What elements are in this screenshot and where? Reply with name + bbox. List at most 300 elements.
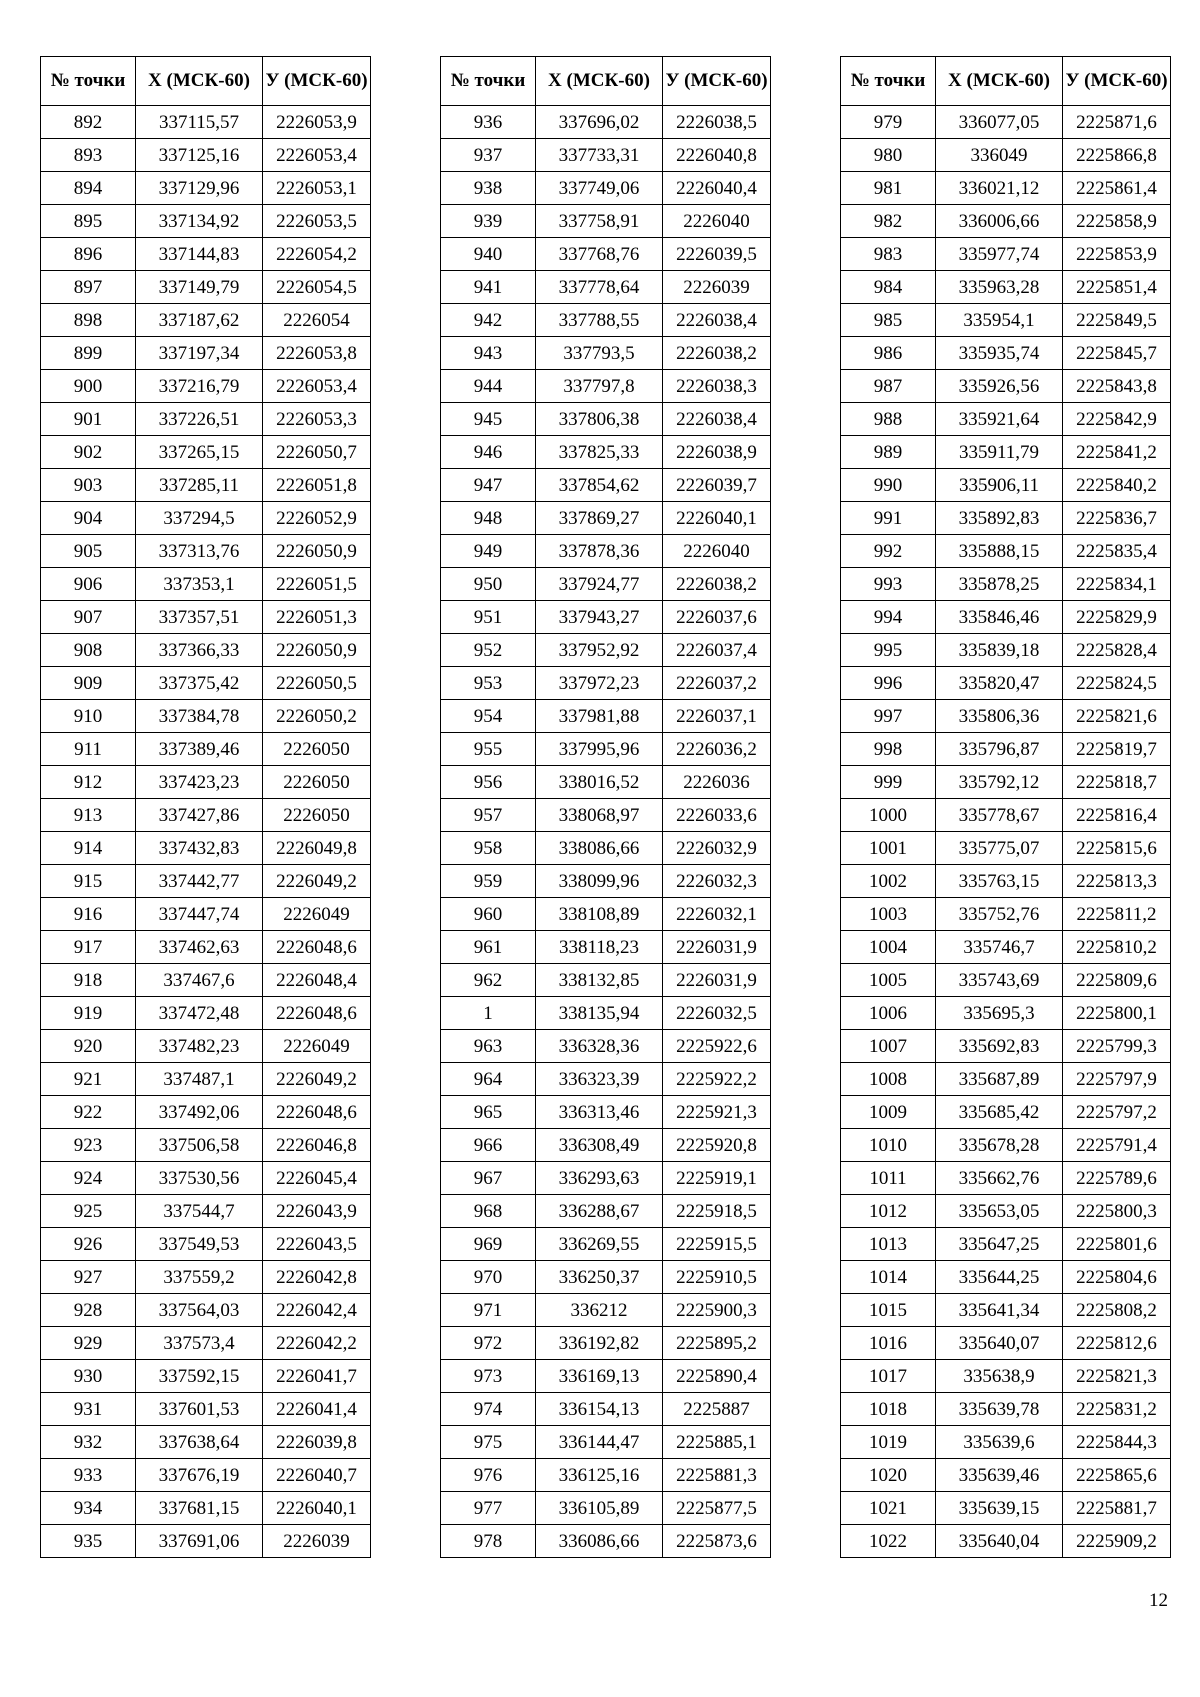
cell-x-coordinate: 337878,36: [536, 535, 663, 568]
table-row: [441, 1426, 771, 1459]
table-row: [41, 502, 371, 535]
cell-y-coordinate: 2225811,2: [1063, 898, 1171, 931]
cell-x-coordinate: 335639,15: [936, 1492, 1063, 1525]
table-row: [441, 865, 771, 898]
cell-y-coordinate: 2225900,3: [663, 1294, 771, 1327]
cell-x-coordinate: 337924,77: [536, 568, 663, 601]
cell-point-number: 992: [841, 535, 936, 568]
cell-point-number: 892: [41, 106, 136, 139]
cell-point-number: 972: [441, 1327, 536, 1360]
cell-y-coordinate: 2226039: [263, 1525, 371, 1558]
header-point-number: № точки: [41, 57, 136, 106]
cell-y-coordinate: 2225871,6: [1063, 106, 1171, 139]
cell-x-coordinate: 337995,96: [536, 733, 663, 766]
cell-point-number: 897: [41, 271, 136, 304]
cell-x-coordinate: 335746,7: [936, 931, 1063, 964]
cell-y-coordinate: 2226054,2: [263, 238, 371, 271]
table-row: [441, 205, 771, 238]
table-row: [41, 1063, 371, 1096]
cell-x-coordinate: 336293,63: [536, 1162, 663, 1195]
table-row: [841, 139, 1171, 172]
cell-x-coordinate: 337758,91: [536, 205, 663, 238]
cell-x-coordinate: 335906,11: [936, 469, 1063, 502]
cell-point-number: 905: [41, 535, 136, 568]
cell-x-coordinate: 336212: [536, 1294, 663, 1327]
cell-x-coordinate: 337696,02: [536, 106, 663, 139]
cell-x-coordinate: 337869,27: [536, 502, 663, 535]
cell-point-number: 964: [441, 1063, 536, 1096]
cell-point-number: 933: [41, 1459, 136, 1492]
cell-y-coordinate: 2226053,5: [263, 205, 371, 238]
cell-y-coordinate: 2226032,5: [663, 997, 771, 1030]
cell-point-number: 947: [441, 469, 536, 502]
cell-y-coordinate: 2225804,6: [1063, 1261, 1171, 1294]
table-row: [41, 1459, 371, 1492]
table-row: [441, 172, 771, 205]
cell-x-coordinate: 337733,31: [536, 139, 663, 172]
cell-y-coordinate: 2226050: [263, 799, 371, 832]
cell-y-coordinate: 2226040,7: [263, 1459, 371, 1492]
table-row: [441, 601, 771, 634]
table-row: [841, 1063, 1171, 1096]
table-row: [441, 535, 771, 568]
cell-point-number: 990: [841, 469, 936, 502]
cell-x-coordinate: 336313,46: [536, 1096, 663, 1129]
cell-y-coordinate: 2225797,9: [1063, 1063, 1171, 1096]
cell-point-number: 914: [41, 832, 136, 865]
table-row: [41, 1327, 371, 1360]
cell-x-coordinate: 337423,23: [136, 766, 263, 799]
table-row: [41, 1129, 371, 1162]
cell-point-number: 899: [41, 337, 136, 370]
cell-point-number: 984: [841, 271, 936, 304]
cell-point-number: 903: [41, 469, 136, 502]
table-row: [841, 1228, 1171, 1261]
table-row: [441, 1294, 771, 1327]
cell-point-number: 1022: [841, 1525, 936, 1558]
cell-x-coordinate: 336021,12: [936, 172, 1063, 205]
cell-y-coordinate: 2226039: [663, 271, 771, 304]
cell-point-number: 997: [841, 700, 936, 733]
header-y-coordinate: У (МСК-60): [1063, 57, 1171, 106]
cell-y-coordinate: 2226048,6: [263, 1096, 371, 1129]
cell-x-coordinate: 337592,15: [136, 1360, 263, 1393]
table-row: [841, 832, 1171, 865]
cell-y-coordinate: 2226032,9: [663, 832, 771, 865]
table-row: [841, 1129, 1171, 1162]
cell-point-number: 1008: [841, 1063, 936, 1096]
cell-x-coordinate: 337313,76: [136, 535, 263, 568]
cell-y-coordinate: 2225881,3: [663, 1459, 771, 1492]
cell-y-coordinate: 2225919,1: [663, 1162, 771, 1195]
cell-point-number: 949: [441, 535, 536, 568]
cell-y-coordinate: 2226040,1: [263, 1492, 371, 1525]
table-row: [41, 733, 371, 766]
cell-point-number: 996: [841, 667, 936, 700]
cell-y-coordinate: 2225840,2: [1063, 469, 1171, 502]
table-row: [841, 1492, 1171, 1525]
cell-y-coordinate: 2225918,5: [663, 1195, 771, 1228]
cell-x-coordinate: 337564,03: [136, 1294, 263, 1327]
cell-x-coordinate: 337294,5: [136, 502, 263, 535]
table-row: [441, 139, 771, 172]
cell-point-number: 909: [41, 667, 136, 700]
cell-y-coordinate: 2226040,1: [663, 502, 771, 535]
cell-y-coordinate: 2225789,6: [1063, 1162, 1171, 1195]
cell-y-coordinate: 2225810,2: [1063, 931, 1171, 964]
table-row: [41, 1228, 371, 1261]
table-row: [41, 667, 371, 700]
table-row: [841, 403, 1171, 436]
table-row: [441, 1030, 771, 1063]
cell-x-coordinate: 337144,83: [136, 238, 263, 271]
cell-point-number: 913: [41, 799, 136, 832]
cell-y-coordinate: 2225922,6: [663, 1030, 771, 1063]
cell-y-coordinate: 2225881,7: [1063, 1492, 1171, 1525]
cell-point-number: 927: [41, 1261, 136, 1294]
table-row: [41, 106, 371, 139]
table-header-row: [441, 57, 771, 106]
table-row: [441, 700, 771, 733]
cell-x-coordinate: 335662,76: [936, 1162, 1063, 1195]
cell-point-number: 1002: [841, 865, 936, 898]
table-row: [41, 931, 371, 964]
cell-point-number: 970: [441, 1261, 536, 1294]
table-row: [41, 535, 371, 568]
cell-point-number: 952: [441, 634, 536, 667]
header-x-coordinate: X (МСК-60): [536, 57, 663, 106]
cell-y-coordinate: 2226032,1: [663, 898, 771, 931]
cell-point-number: 1014: [841, 1261, 936, 1294]
coordinates-table: [40, 56, 371, 1558]
cell-x-coordinate: 337681,15: [136, 1492, 263, 1525]
cell-point-number: 979: [841, 106, 936, 139]
cell-y-coordinate: 2226038,2: [663, 337, 771, 370]
cell-x-coordinate: 337492,06: [136, 1096, 263, 1129]
cell-point-number: 1001: [841, 832, 936, 865]
cell-x-coordinate: 335644,25: [936, 1261, 1063, 1294]
cell-x-coordinate: 337676,19: [136, 1459, 263, 1492]
cell-x-coordinate: 337134,92: [136, 205, 263, 238]
cell-y-coordinate: 2225819,7: [1063, 733, 1171, 766]
table-row: [441, 469, 771, 502]
table-row: [441, 898, 771, 931]
cell-point-number: 1020: [841, 1459, 936, 1492]
table-row: [41, 1261, 371, 1294]
cell-y-coordinate: 2225845,7: [1063, 337, 1171, 370]
cell-point-number: 980: [841, 139, 936, 172]
table-row: [841, 601, 1171, 634]
cell-y-coordinate: 2226037,4: [663, 634, 771, 667]
table-row: [841, 502, 1171, 535]
cell-point-number: 986: [841, 337, 936, 370]
cell-y-coordinate: 2226040,4: [663, 172, 771, 205]
cell-x-coordinate: 335685,42: [936, 1096, 1063, 1129]
cell-point-number: 987: [841, 370, 936, 403]
cell-point-number: 937: [441, 139, 536, 172]
cell-x-coordinate: 336049: [936, 139, 1063, 172]
cell-x-coordinate: 338108,89: [536, 898, 663, 931]
cell-y-coordinate: 2226051,5: [263, 568, 371, 601]
cell-x-coordinate: 338099,96: [536, 865, 663, 898]
cell-x-coordinate: 337447,74: [136, 898, 263, 931]
cell-y-coordinate: 2226050,7: [263, 436, 371, 469]
cell-x-coordinate: 335806,36: [936, 700, 1063, 733]
cell-point-number: 900: [41, 370, 136, 403]
cell-y-coordinate: 2226041,4: [263, 1393, 371, 1426]
cell-x-coordinate: 338132,85: [536, 964, 663, 997]
cell-point-number: 1006: [841, 997, 936, 1030]
cell-x-coordinate: 337854,62: [536, 469, 663, 502]
cell-point-number: 1021: [841, 1492, 936, 1525]
cell-x-coordinate: 337197,34: [136, 337, 263, 370]
table-row: [841, 568, 1171, 601]
cell-point-number: 919: [41, 997, 136, 1030]
cell-point-number: 962: [441, 964, 536, 997]
cell-x-coordinate: 335647,25: [936, 1228, 1063, 1261]
cell-point-number: 917: [41, 931, 136, 964]
table-row: [441, 1228, 771, 1261]
table-row: [441, 1195, 771, 1228]
table-row: [441, 799, 771, 832]
cell-point-number: 977: [441, 1492, 536, 1525]
cell-point-number: 1015: [841, 1294, 936, 1327]
table-row: [841, 1261, 1171, 1294]
cell-point-number: 898: [41, 304, 136, 337]
cell-point-number: 981: [841, 172, 936, 205]
cell-y-coordinate: 2225853,9: [1063, 238, 1171, 271]
cell-point-number: 938: [441, 172, 536, 205]
table-row: [441, 1393, 771, 1426]
table-row: [841, 1030, 1171, 1063]
table-row: [41, 469, 371, 502]
cell-point-number: 991: [841, 502, 936, 535]
cell-point-number: 950: [441, 568, 536, 601]
cell-y-coordinate: 2226038,2: [663, 568, 771, 601]
cell-x-coordinate: 336250,37: [536, 1261, 663, 1294]
table-row: [441, 1162, 771, 1195]
cell-x-coordinate: 335921,64: [936, 403, 1063, 436]
cell-point-number: 935: [41, 1525, 136, 1558]
table-row: [841, 997, 1171, 1030]
cell-y-coordinate: 2226048,6: [263, 931, 371, 964]
cell-x-coordinate: 337549,53: [136, 1228, 263, 1261]
cell-y-coordinate: 2226051,8: [263, 469, 371, 502]
cell-y-coordinate: 2226037,6: [663, 601, 771, 634]
cell-y-coordinate: 2225828,4: [1063, 634, 1171, 667]
cell-x-coordinate: 337149,79: [136, 271, 263, 304]
cell-x-coordinate: 335796,87: [936, 733, 1063, 766]
table-header-row: [41, 57, 371, 106]
cell-point-number: 961: [441, 931, 536, 964]
cell-y-coordinate: 2225915,5: [663, 1228, 771, 1261]
table-row: [841, 205, 1171, 238]
table-row: [441, 403, 771, 436]
table-row: [41, 304, 371, 337]
cell-y-coordinate: 2226038,4: [663, 403, 771, 436]
cell-y-coordinate: 2225813,3: [1063, 865, 1171, 898]
cell-x-coordinate: 335640,07: [936, 1327, 1063, 1360]
cell-x-coordinate: 337972,23: [536, 667, 663, 700]
cell-x-coordinate: 335977,74: [936, 238, 1063, 271]
cell-y-coordinate: 2226042,4: [263, 1294, 371, 1327]
cell-y-coordinate: 2226039,7: [663, 469, 771, 502]
cell-point-number: 936: [441, 106, 536, 139]
cell-y-coordinate: 2225821,6: [1063, 700, 1171, 733]
cell-y-coordinate: 2226049: [263, 1030, 371, 1063]
cell-y-coordinate: 2225910,5: [663, 1261, 771, 1294]
cell-y-coordinate: 2226036: [663, 766, 771, 799]
cell-x-coordinate: 335687,89: [936, 1063, 1063, 1096]
cell-x-coordinate: 337427,86: [136, 799, 263, 832]
cell-y-coordinate: 2225887: [663, 1393, 771, 1426]
cell-point-number: 978: [441, 1525, 536, 1558]
table-row: [841, 106, 1171, 139]
cell-x-coordinate: 337778,64: [536, 271, 663, 304]
cell-point-number: 958: [441, 832, 536, 865]
cell-y-coordinate: 2225836,7: [1063, 502, 1171, 535]
cell-y-coordinate: 2226033,6: [663, 799, 771, 832]
cell-y-coordinate: 2226050: [263, 766, 371, 799]
cell-point-number: 1000: [841, 799, 936, 832]
cell-x-coordinate: 337216,79: [136, 370, 263, 403]
cell-point-number: 998: [841, 733, 936, 766]
cell-x-coordinate: 337952,92: [536, 634, 663, 667]
cell-y-coordinate: 2226036,2: [663, 733, 771, 766]
cell-x-coordinate: 338016,52: [536, 766, 663, 799]
cell-y-coordinate: 2226031,9: [663, 964, 771, 997]
cell-x-coordinate: 337788,55: [536, 304, 663, 337]
cell-y-coordinate: 2226038,4: [663, 304, 771, 337]
table-row: [441, 997, 771, 1030]
cell-x-coordinate: 337115,57: [136, 106, 263, 139]
cell-x-coordinate: 335954,1: [936, 304, 1063, 337]
cell-x-coordinate: 336086,66: [536, 1525, 663, 1558]
cell-y-coordinate: 2225821,3: [1063, 1360, 1171, 1393]
table-row: [441, 337, 771, 370]
cell-x-coordinate: 335935,74: [936, 337, 1063, 370]
cell-x-coordinate: 337638,64: [136, 1426, 263, 1459]
cell-y-coordinate: 2225873,6: [663, 1525, 771, 1558]
table-row: [441, 1360, 771, 1393]
cell-y-coordinate: 2225877,5: [663, 1492, 771, 1525]
cell-y-coordinate: 2226050,5: [263, 667, 371, 700]
table-row: [441, 931, 771, 964]
table-row: [41, 139, 371, 172]
table-row: [41, 832, 371, 865]
cell-point-number: 969: [441, 1228, 536, 1261]
cell-y-coordinate: 2226050,9: [263, 535, 371, 568]
cell-x-coordinate: 337226,51: [136, 403, 263, 436]
cell-x-coordinate: 335639,78: [936, 1393, 1063, 1426]
cell-point-number: 994: [841, 601, 936, 634]
table-row: [441, 1492, 771, 1525]
cell-y-coordinate: 2225797,2: [1063, 1096, 1171, 1129]
cell-point-number: 1004: [841, 931, 936, 964]
cell-point-number: 1005: [841, 964, 936, 997]
cell-point-number: 901: [41, 403, 136, 436]
cell-y-coordinate: 2226037,2: [663, 667, 771, 700]
header-y-coordinate: У (МСК-60): [263, 57, 371, 106]
table-row: [41, 1294, 371, 1327]
cell-y-coordinate: 2226042,2: [263, 1327, 371, 1360]
table-row: [41, 1162, 371, 1195]
cell-point-number: 945: [441, 403, 536, 436]
cell-y-coordinate: 2225799,3: [1063, 1030, 1171, 1063]
cell-point-number: 916: [41, 898, 136, 931]
cell-point-number: 939: [441, 205, 536, 238]
cell-y-coordinate: 2226053,3: [263, 403, 371, 436]
cell-x-coordinate: 337384,78: [136, 700, 263, 733]
table-row: [441, 568, 771, 601]
table-row: [41, 1393, 371, 1426]
cell-x-coordinate: 335926,56: [936, 370, 1063, 403]
cell-point-number: 896: [41, 238, 136, 271]
cell-y-coordinate: 2225815,6: [1063, 832, 1171, 865]
cell-x-coordinate: 336288,67: [536, 1195, 663, 1228]
cell-point-number: 993: [841, 568, 936, 601]
page-number: 12: [1149, 1590, 1168, 1611]
cell-y-coordinate: 2226051,3: [263, 601, 371, 634]
cell-y-coordinate: 2226053,4: [263, 139, 371, 172]
cell-point-number: 1016: [841, 1327, 936, 1360]
cell-x-coordinate: 335743,69: [936, 964, 1063, 997]
cell-x-coordinate: 335678,28: [936, 1129, 1063, 1162]
cell-point-number: 963: [441, 1030, 536, 1063]
table-row: [841, 667, 1171, 700]
cell-y-coordinate: 2225800,1: [1063, 997, 1171, 1030]
cell-x-coordinate: 335892,83: [936, 502, 1063, 535]
cell-y-coordinate: 2226040: [663, 205, 771, 238]
cell-y-coordinate: 2225809,6: [1063, 964, 1171, 997]
cell-point-number: 894: [41, 172, 136, 205]
cell-x-coordinate: 335775,07: [936, 832, 1063, 865]
cell-y-coordinate: 2226053,4: [263, 370, 371, 403]
table-row: [841, 1096, 1171, 1129]
cell-point-number: 989: [841, 436, 936, 469]
cell-point-number: 954: [441, 700, 536, 733]
table-row: [841, 436, 1171, 469]
cell-x-coordinate: 335640,04: [936, 1525, 1063, 1558]
table-row: [41, 766, 371, 799]
table-row: [441, 436, 771, 469]
cell-point-number: 975: [441, 1426, 536, 1459]
cell-x-coordinate: 338086,66: [536, 832, 663, 865]
cell-point-number: 922: [41, 1096, 136, 1129]
cell-x-coordinate: 337806,38: [536, 403, 663, 436]
cell-y-coordinate: 2225885,1: [663, 1426, 771, 1459]
cell-x-coordinate: 337487,1: [136, 1063, 263, 1096]
cell-y-coordinate: 2225890,4: [663, 1360, 771, 1393]
cell-point-number: 1007: [841, 1030, 936, 1063]
cell-point-number: 930: [41, 1360, 136, 1393]
cell-point-number: 974: [441, 1393, 536, 1426]
cell-y-coordinate: 2226049,2: [263, 865, 371, 898]
cell-x-coordinate: 336308,49: [536, 1129, 663, 1162]
cell-y-coordinate: 2225849,5: [1063, 304, 1171, 337]
cell-x-coordinate: 335911,79: [936, 436, 1063, 469]
table-row: [441, 964, 771, 997]
cell-point-number: 959: [441, 865, 536, 898]
cell-y-coordinate: 2225829,9: [1063, 601, 1171, 634]
cell-x-coordinate: 335653,05: [936, 1195, 1063, 1228]
cell-point-number: 995: [841, 634, 936, 667]
cell-x-coordinate: 338068,97: [536, 799, 663, 832]
table-row: [41, 1426, 371, 1459]
cell-y-coordinate: 2225824,5: [1063, 667, 1171, 700]
cell-x-coordinate: 337353,1: [136, 568, 263, 601]
cell-x-coordinate: 337375,42: [136, 667, 263, 700]
